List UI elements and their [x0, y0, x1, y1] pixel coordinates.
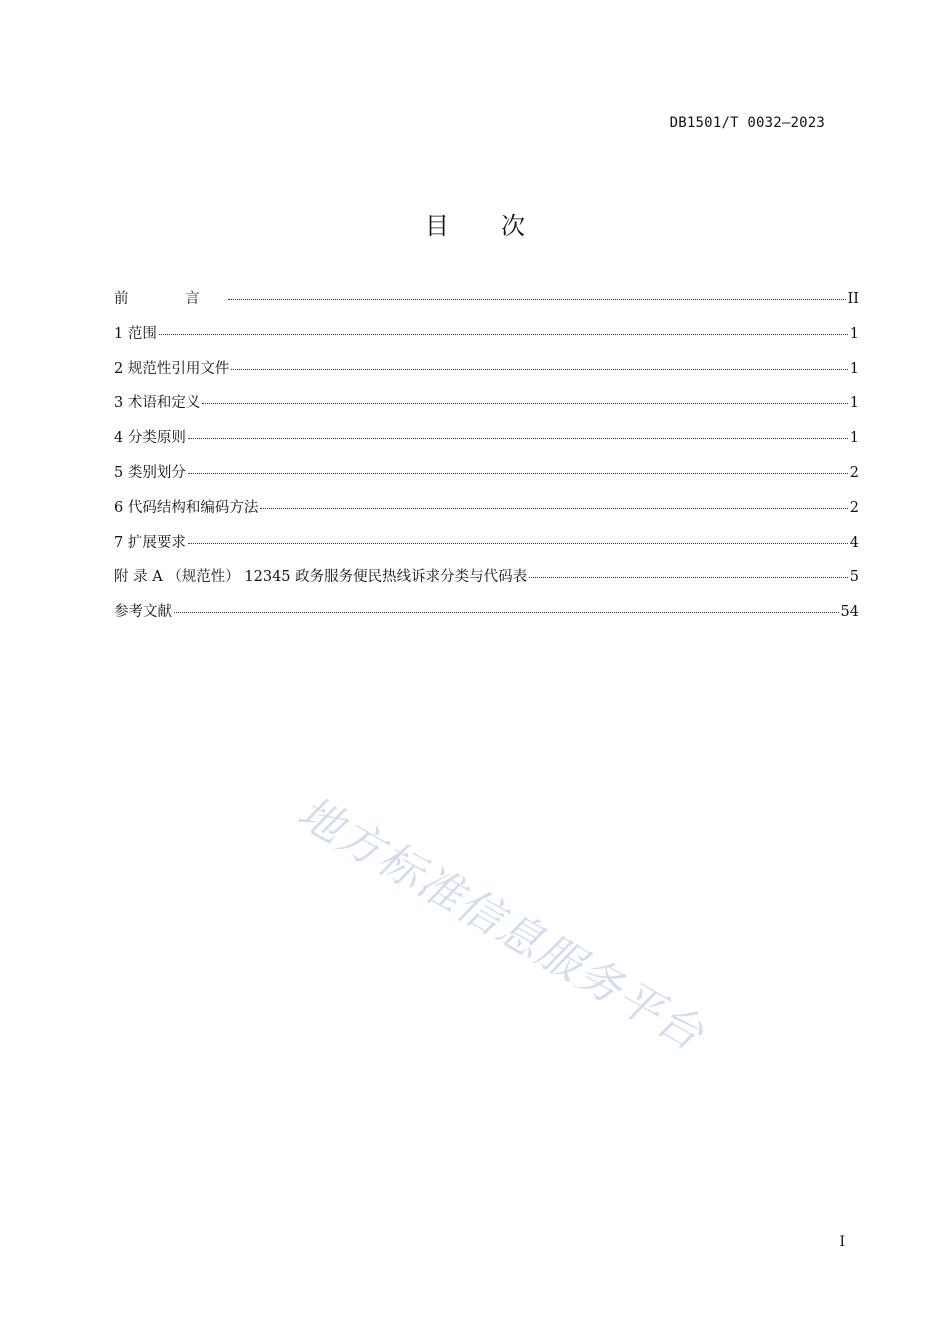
toc-dot-leader [188, 543, 848, 544]
toc-entry-label: 6 代码结构和编码方法 [114, 499, 259, 516]
toc-entry-page: 1 [849, 360, 859, 377]
toc-entry-label: 2 规范性引用文件 [114, 360, 230, 377]
toc-entry-classification-principles[interactable] [114, 426, 859, 461]
toc-entry-page: 5 [849, 569, 859, 586]
toc-entry-label: 3 术语和定义 [114, 395, 201, 412]
toc-entry-label: 5 类别划分 [114, 464, 186, 481]
toc-dot-leader [174, 612, 839, 613]
toc-entry-page: 4 [849, 534, 859, 551]
toc-entry-label: 前 言 [114, 291, 226, 307]
toc-entry-extension-requirements[interactable] [114, 531, 859, 566]
toc-entry-page: 1 [849, 325, 859, 342]
toc-entry-label: 参考文献 [114, 604, 172, 621]
watermark: 地方标准信息服务平台 [288, 786, 713, 1061]
toc-entry-label: 4 分类原则 [114, 430, 186, 447]
toc-entry-annex-a[interactable] [114, 565, 859, 600]
toc-dot-leader [159, 334, 848, 335]
toc-dot-leader [260, 508, 847, 509]
toc-dot-leader [231, 369, 847, 370]
toc-entry-code-structure[interactable] [114, 496, 859, 531]
toc-dot-leader [228, 299, 846, 300]
toc-entry-page: II [847, 291, 859, 307]
toc-entry-terms[interactable] [114, 391, 859, 426]
toc-dot-leader [188, 473, 848, 474]
toc-entry-label: 7 扩展要求 [114, 534, 186, 551]
toc-entry-scope[interactable] [114, 322, 859, 357]
toc-dot-leader [188, 438, 848, 439]
page-number: I [839, 1234, 845, 1250]
page-title [0, 206, 950, 241]
title-char-2: 次 [501, 212, 525, 240]
toc-entry-bibliography[interactable] [114, 600, 859, 635]
document-code: DB1501/T 0032—2023 [669, 115, 825, 131]
title-char-1: 目 [425, 212, 449, 240]
toc-entry-page: 54 [840, 604, 859, 621]
toc-dot-leader [202, 403, 847, 404]
toc-entry-foreword[interactable] [114, 287, 859, 322]
toc-entry-category-division[interactable] [114, 461, 859, 496]
toc-entry-label: 附 录 A （规范性） 12345 政务服务便民热线诉求分类与代码表 [114, 569, 528, 586]
toc-entry-label: 1 范围 [114, 325, 157, 342]
toc-entry-normative-references[interactable] [114, 357, 859, 392]
table-of-contents [114, 287, 859, 635]
toc-entry-page: 2 [849, 499, 859, 516]
toc-dot-leader [529, 577, 848, 578]
toc-entry-page: 1 [849, 430, 859, 447]
toc-entry-page: 1 [849, 395, 859, 412]
toc-entry-page: 2 [849, 464, 859, 481]
